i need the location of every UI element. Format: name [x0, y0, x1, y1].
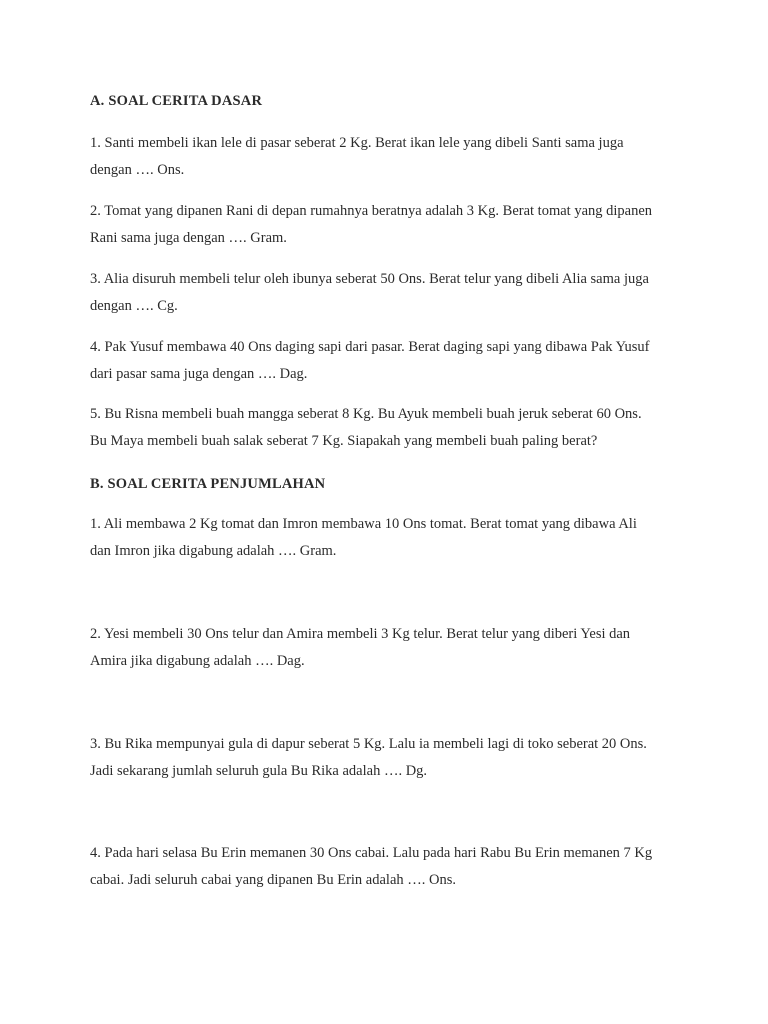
question-line: 4. Pak Yusuf membawa 40 Ons daging sapi dari pasar. Berat daging sapi yang dibawa Pak Yusuf — [90, 339, 650, 355]
section-a-question-5 — [90, 401, 690, 455]
question-line: Amira jika digabung adalah …. Dag. — [90, 653, 305, 669]
question-line: 5. Bu Risna membeli buah mangga seberat 8 Kg. Bu Ayuk membeli buah jeruk seberat 60 Ons. — [90, 406, 642, 422]
question-line: 1. Santi membeli ikan lele di pasar seberat 2 Kg. Berat ikan lele yang dibeli Santi sama juga — [90, 135, 624, 151]
question-line: 3. Bu Rika mempunyai gula di dapur seberat 5 Kg. Lalu ia membeli lagi di toko seberat 20 Ons. — [90, 736, 647, 752]
question-line: 4. Pada hari selasa Bu Erin memanen 30 Ons cabai. Lalu pada hari Rabu Bu Erin memanen 7 Kg — [90, 845, 653, 861]
section-a-heading: A. SOAL CERITA DASAR — [90, 93, 263, 109]
section-b-question-2 — [90, 621, 690, 675]
question-line: dan Imron jika digabung adalah …. Gram. — [90, 543, 337, 559]
question-line: Jadi sekarang jumlah seluruh gula Bu Rika adalah …. Dg. — [90, 763, 428, 779]
question-line: 2. Yesi membeli 30 Ons telur dan Amira membeli 3 Kg telur. Berat telur yang diberi Yesi dan — [90, 626, 631, 642]
section-a-question-1 — [90, 130, 690, 184]
section-b-question-3 — [90, 731, 690, 785]
section-a-question-3 — [90, 266, 690, 320]
section-b-question-1 — [90, 511, 690, 565]
question-line: cabai. Jadi seluruh cabai yang dipanen Bu Erin adalah …. Ons. — [90, 872, 457, 888]
section-b-heading: B. SOAL CERITA PENJUMLAHAN — [90, 476, 326, 492]
question-line: 2. Tomat yang dipanen Rani di depan rumahnya beratnya adalah 3 Kg. Berat tomat yang dipanen — [90, 203, 653, 219]
question-line: dengan …. Cg. — [90, 298, 178, 314]
question-line: dari pasar sama juga dengan …. Dag. — [90, 366, 308, 382]
section-a-question-4 — [90, 334, 690, 388]
section-a-question-2 — [90, 198, 690, 252]
question-line: dengan …. Ons. — [90, 162, 185, 178]
question-line: Bu Maya membeli buah salak seberat 7 Kg. Siapakah yang membeli buah paling berat? — [90, 433, 598, 449]
question-line: Rani sama juga dengan …. Gram. — [90, 230, 287, 246]
question-line: 1. Ali membawa 2 Kg tomat dan Imron membawa 10 Ons tomat. Berat tomat yang dibawa Ali — [90, 516, 637, 532]
section-b-question-4 — [90, 840, 690, 894]
question-line: 3. Alia disuruh membeli telur oleh ibunya seberat 50 Ons. Berat telur yang dibeli Alia sama juga — [90, 271, 649, 287]
